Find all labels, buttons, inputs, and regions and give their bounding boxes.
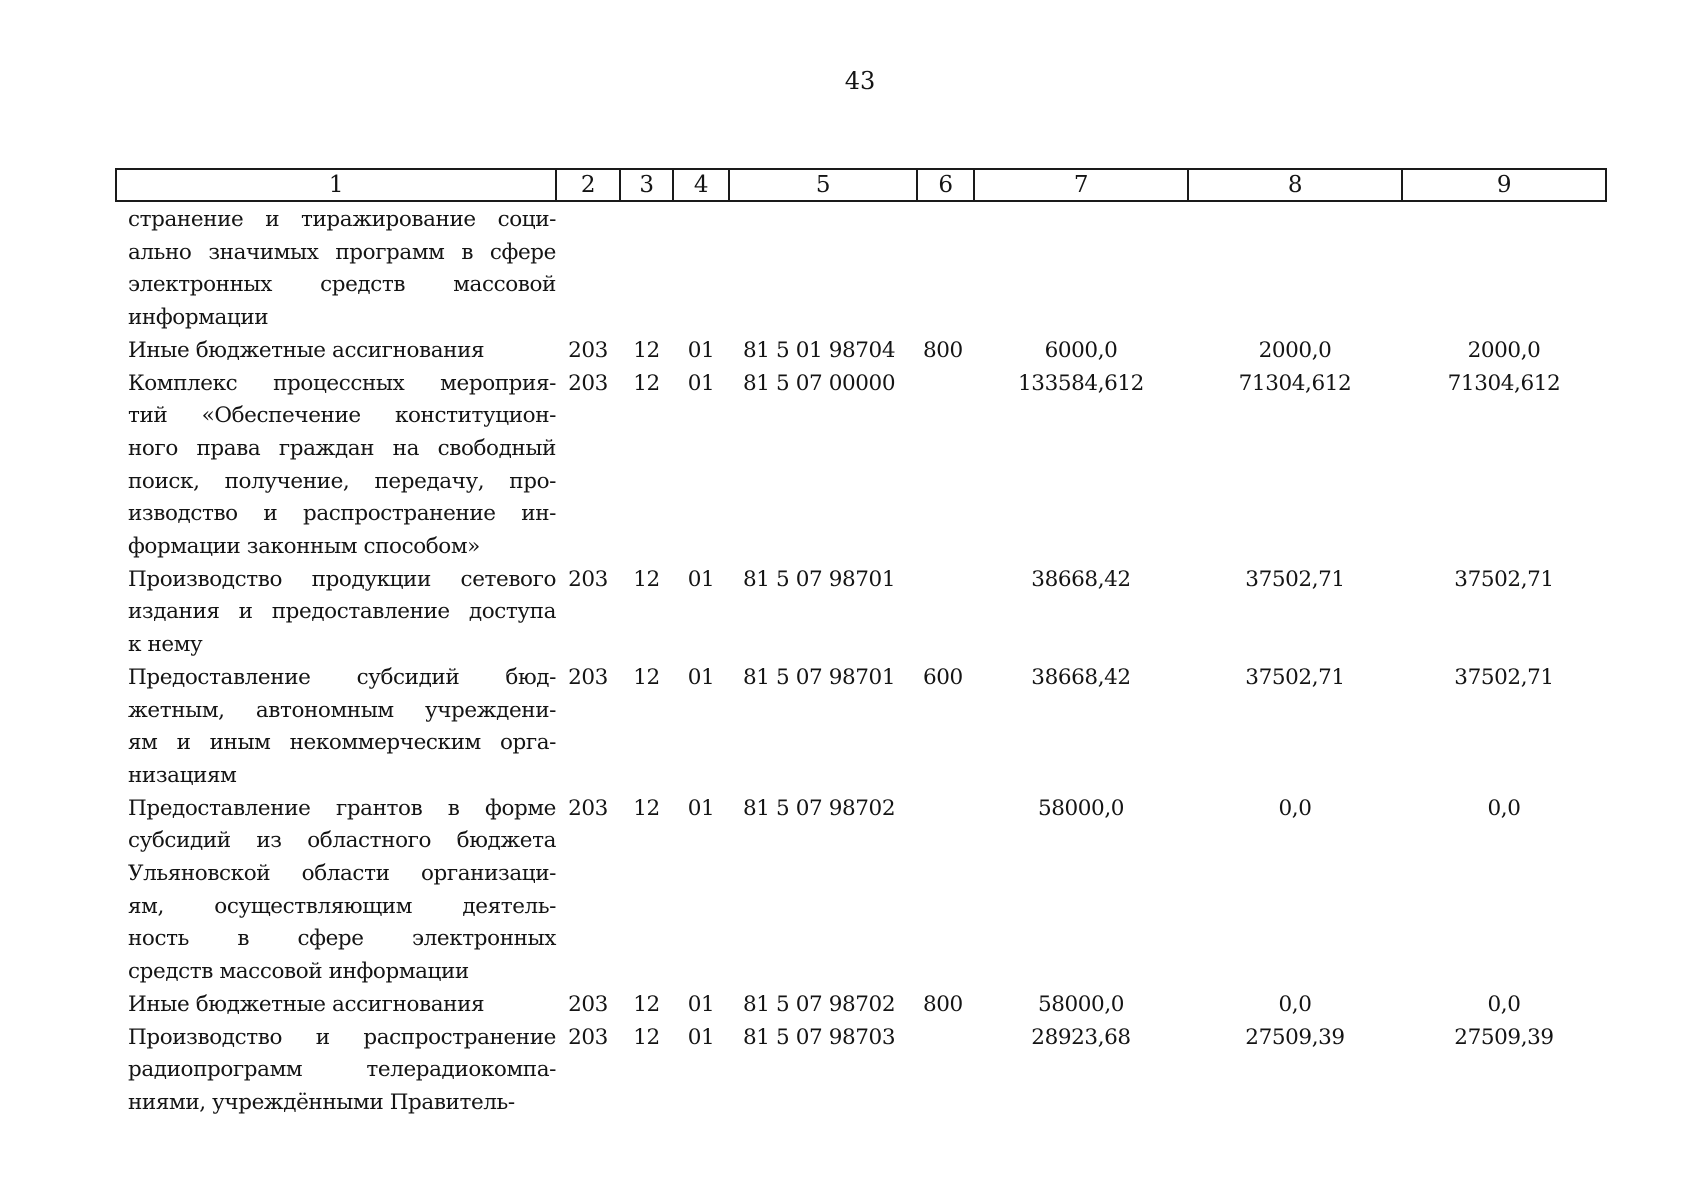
cell-ministry: 203 <box>568 566 608 592</box>
cell-item-name <box>116 662 556 793</box>
item-name-line: поиск, получение, передачу, про- <box>128 468 556 494</box>
cell-ministry <box>556 201 620 335</box>
item-name-line: субсидий из областного бюджета <box>128 828 556 854</box>
cell-subsection: 01 <box>687 1024 715 1050</box>
cell-amount-year-2: 27509,39 <box>1245 1024 1345 1050</box>
cell-expense-type <box>917 368 974 564</box>
header-col-5: 5 <box>729 169 917 201</box>
cell-item-name <box>116 564 556 662</box>
cell-expense-type: 800 <box>923 337 963 363</box>
cell-amount-year-3: 37502,71 <box>1454 566 1554 592</box>
cell-amount-year-1: 38668,42 <box>1031 566 1131 592</box>
item-name-line: Иные бюджетные ассигнования <box>128 337 485 363</box>
cell-target-article: 81 5 07 98702 <box>743 991 896 1017</box>
cell-target-article: 81 5 07 98703 <box>743 1024 896 1050</box>
cell-section: 12 <box>633 337 660 363</box>
item-name-line: издания и предоставление доступа <box>128 599 556 625</box>
cell-expense-type <box>917 793 974 989</box>
item-name-line: ного права граждан на свободный <box>128 435 556 461</box>
cell-item-name <box>116 368 556 564</box>
item-name-line: ниями, учреждёнными Правитель- <box>128 1089 515 1115</box>
table-row <box>116 368 1606 564</box>
header-col-1: 1 <box>116 169 556 201</box>
cell-target-article: 81 5 07 98701 <box>743 664 896 690</box>
cell-amount-year-3: 0,0 <box>1487 991 1521 1017</box>
cell-section: 12 <box>633 991 660 1017</box>
cell-amount-year-2: 37502,71 <box>1245 566 1345 592</box>
item-name-line: информации <box>128 305 269 331</box>
table-row <box>116 564 1606 662</box>
item-name-line: изводство и распространение ин- <box>128 501 556 527</box>
item-name-line: радиопрограмм телерадиокомпа- <box>128 1057 556 1083</box>
cell-item-name <box>116 201 556 335</box>
table-row <box>116 793 1606 989</box>
item-name-line: жетным, автономным учреждени- <box>128 697 556 723</box>
cell-amount-year-1 <box>974 201 1188 335</box>
cell-subsection: 01 <box>687 370 715 396</box>
cell-amount-year-2 <box>1188 201 1402 335</box>
cell-amount-year-2: 0,0 <box>1278 991 1312 1017</box>
cell-amount-year-2: 0,0 <box>1278 795 1312 821</box>
item-name-line: формации законным способом» <box>128 534 480 560</box>
page-number: 43 <box>844 67 876 95</box>
cell-target-article: 81 5 07 98702 <box>743 795 896 821</box>
cell-ministry: 203 <box>568 795 608 821</box>
cell-amount-year-1: 28923,68 <box>1031 1024 1131 1050</box>
cell-section: 12 <box>633 795 660 821</box>
table-header <box>116 169 1606 201</box>
cell-subsection: 01 <box>687 991 715 1017</box>
item-name-line: ально значимых программ в сфере <box>128 239 556 265</box>
cell-ministry: 203 <box>568 337 608 363</box>
cell-section: 12 <box>633 566 660 592</box>
cell-expense-type: 800 <box>923 991 963 1017</box>
cell-target-article: 81 5 07 00000 <box>743 370 896 396</box>
header-col-9: 9 <box>1402 169 1606 201</box>
item-name-line: ям, осуществляющим деятель- <box>128 893 556 919</box>
header-col-8: 8 <box>1188 169 1402 201</box>
cell-amount-year-1: 58000,0 <box>1037 991 1125 1017</box>
table-row <box>116 335 1606 368</box>
table-row <box>116 662 1606 793</box>
cell-target-article: 81 5 07 98701 <box>743 566 896 592</box>
cell-amount-year-1: 58000,0 <box>1037 795 1125 821</box>
cell-amount-year-1: 38668,42 <box>1031 664 1131 690</box>
item-name-line: Комплекс процессных мероприя- <box>128 370 556 396</box>
item-name-line: электронных средств массовой <box>128 272 556 298</box>
item-name-line: ность в сфере электронных <box>128 926 556 952</box>
cell-target-article <box>729 201 917 335</box>
cell-subsection: 01 <box>687 795 715 821</box>
cell-expense-type: 600 <box>923 664 963 690</box>
cell-item-name <box>116 1022 556 1120</box>
header-row <box>116 169 1606 201</box>
cell-subsection <box>673 201 729 335</box>
header-col-2: 2 <box>556 169 620 201</box>
table-row <box>116 201 1606 335</box>
cell-ministry: 203 <box>568 1024 608 1050</box>
cell-expense-type <box>917 564 974 662</box>
item-name-line: Иные бюджетные ассигнования <box>128 991 485 1017</box>
cell-amount-year-3: 2000,0 <box>1467 337 1541 363</box>
table-row <box>116 989 1606 1022</box>
cell-amount-year-2: 37502,71 <box>1245 664 1345 690</box>
table-body <box>116 201 1606 1120</box>
header-col-6: 6 <box>917 169 974 201</box>
cell-amount-year-2: 71304,612 <box>1238 370 1352 396</box>
item-name-line: тий «Обеспечение конституцион- <box>128 403 556 429</box>
header-col-3: 3 <box>620 169 673 201</box>
header-col-4: 4 <box>673 169 729 201</box>
item-name-line: ям и иным некоммерческим орга- <box>128 730 556 756</box>
cell-item-name <box>116 989 556 1022</box>
cell-item-name <box>116 793 556 989</box>
item-name-line: к нему <box>128 632 203 658</box>
cell-amount-year-1: 6000,0 <box>1044 337 1118 363</box>
cell-amount-year-3: 71304,612 <box>1447 370 1561 396</box>
cell-amount-year-3: 37502,71 <box>1454 664 1554 690</box>
item-name-line: Ульяновской области организаци- <box>128 861 556 887</box>
cell-expense-type <box>917 201 974 335</box>
table-row <box>116 1022 1606 1120</box>
cell-subsection: 01 <box>687 664 715 690</box>
cell-section <box>620 201 673 335</box>
cell-ministry: 203 <box>568 664 608 690</box>
cell-amount-year-1: 133584,612 <box>1018 370 1144 396</box>
item-name-line: средств массовой информации <box>128 959 469 985</box>
item-name-line: Предоставление грантов в форме <box>128 795 556 821</box>
item-name-line: Производство продукции сетевого <box>128 566 556 592</box>
budget-table <box>115 168 1607 1120</box>
cell-item-name <box>116 335 556 368</box>
item-name-line: низациям <box>128 762 237 788</box>
cell-subsection: 01 <box>687 566 715 592</box>
cell-amount-year-2: 2000,0 <box>1258 337 1332 363</box>
item-name-line: странение и тиражирование соци- <box>128 207 556 232</box>
cell-ministry: 203 <box>568 991 608 1017</box>
cell-section: 12 <box>633 1024 660 1050</box>
item-name-line: Производство и распространение <box>128 1024 556 1050</box>
header-col-7: 7 <box>974 169 1188 201</box>
cell-amount-year-3: 0,0 <box>1487 795 1521 821</box>
cell-target-article: 81 5 01 98704 <box>743 337 896 363</box>
cell-section: 12 <box>633 370 660 396</box>
item-name-line: Предоставление субсидий бюд- <box>128 664 556 690</box>
cell-expense-type <box>917 1022 974 1120</box>
cell-amount-year-3: 27509,39 <box>1454 1024 1554 1050</box>
cell-amount-year-3 <box>1402 201 1606 335</box>
cell-section: 12 <box>633 664 660 690</box>
cell-ministry: 203 <box>568 370 608 396</box>
cell-subsection: 01 <box>687 337 715 363</box>
